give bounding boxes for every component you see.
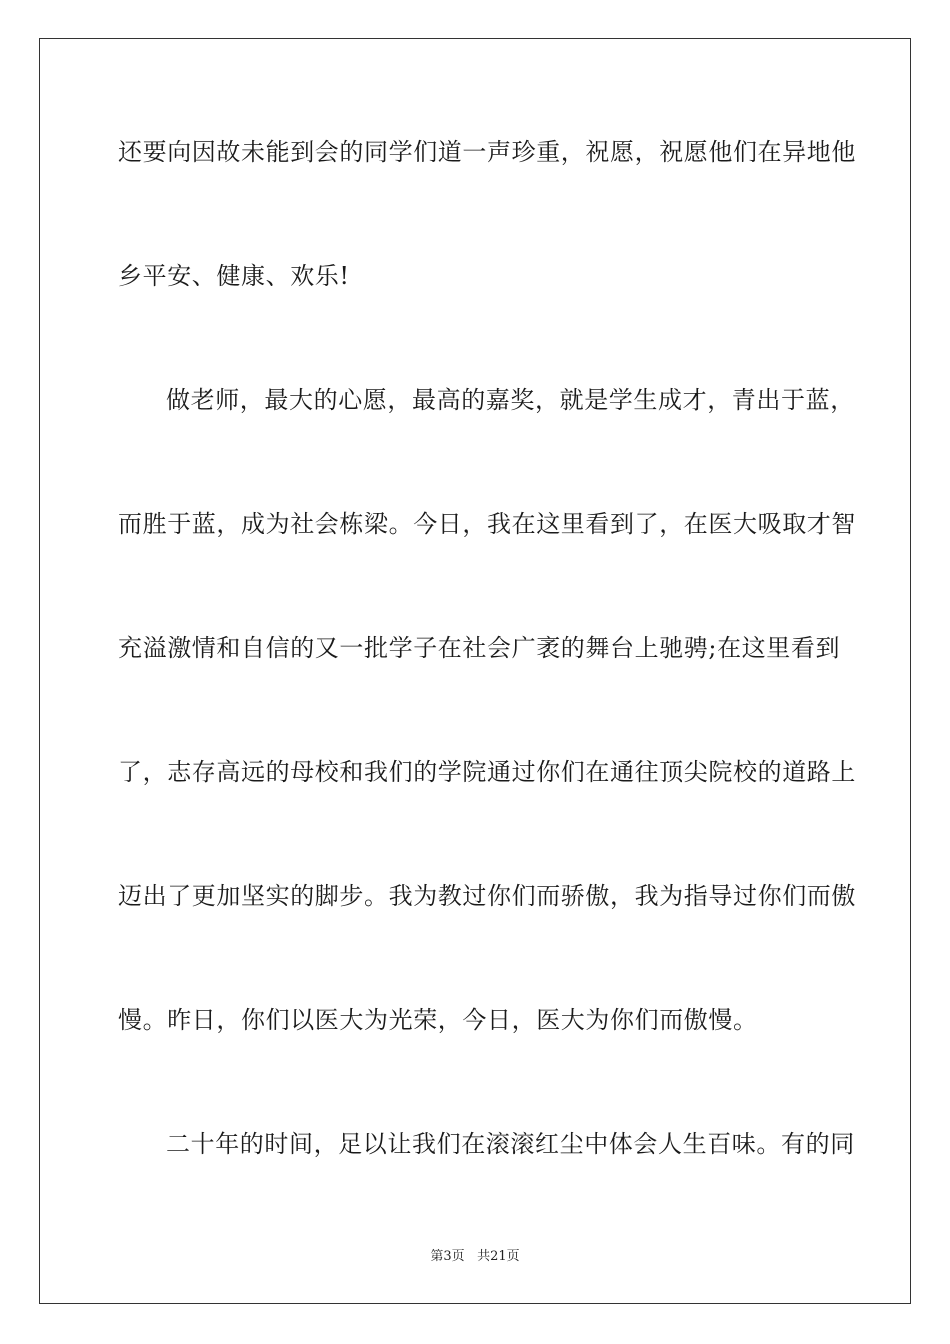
body-text-line: 乡平安、健康、欢乐! [118,262,350,290]
body-text-line: 充溢激情和自信的又一批学子在社会广袤的舞台上驰骋;在这里看到 [118,634,841,662]
page-number: 第3页 [430,1249,465,1264]
page-footer [0,1248,950,1266]
body-text-line-paragraph-start: 做老师，最大的心愿，最高的嘉奖，就是学生成才，青出于蓝， [166,386,855,414]
body-text-line: 迈出了更加坚实的脚步。我为教过你们而骄傲，我为指导过你们而傲 [118,882,856,910]
body-text-line: 而胜于蓝，成为社会栋梁。今日，我在这里看到了，在医大吸取才智 [118,510,856,538]
page-total: 共21页 [477,1249,520,1264]
body-text-line: 还要向因故未能到会的同学们道一声珍重，祝愿，祝愿他们在异地他 [118,138,856,166]
body-text-line: 慢。昨日，你们以医大为光荣，今日，医大为你们而傲慢。 [118,1006,758,1034]
body-text-line: 了，志存高远的母校和我们的学院通过你们在通往顶尖院校的道路上 [118,758,856,786]
page-frame [39,38,911,1304]
body-text-line-paragraph-start: 二十年的时间，足以让我们在滚滚红尘中体会人生百味。有的同 [166,1130,855,1158]
